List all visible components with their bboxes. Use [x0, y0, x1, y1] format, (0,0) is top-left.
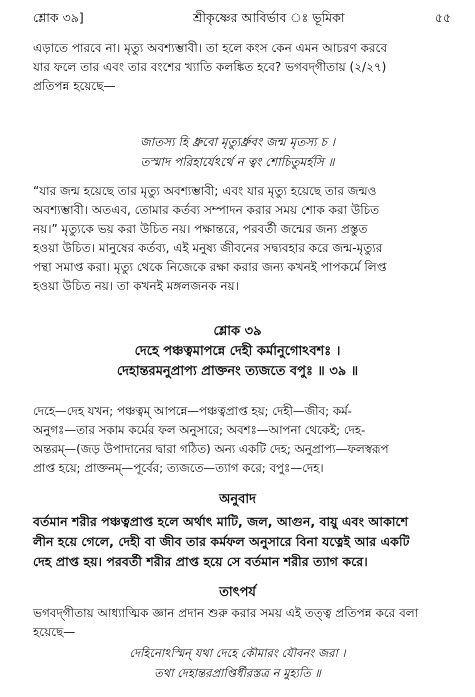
- translation-paragraph: [33, 512, 451, 572]
- translation-heading: অনুবাদ: [219, 492, 256, 507]
- text-line: হওয়া উচিত। মানুষের কর্তব্য, এই মনুষ্য জীবনের সদ্ব্যবহার করে জন্ম-মৃত্যুর: [33, 241, 383, 255]
- purport-verse: [0, 643, 475, 683]
- text-line: পন্থা সমাপ্ত করা। মৃত্যু থেকে নিজেকে রক্ষা করার জন্য কখনই পাপকর্মে লিপ্ত: [33, 260, 387, 274]
- text-line: প্রাপ্ত হয়ে; প্রাক্তনম্—পূর্বের; ত্যজতে—ত্যাগ করে; বপুঃ—দেহ।: [33, 461, 324, 475]
- verse-line: তথা দেহান্তরপ্রাপ্তির্ধীরস্তত্র ন মুহ্যতি ॥: [154, 666, 321, 680]
- verse-line: জাতস্য হি ধ্রুবো মৃত্যুর্ধ্রুবং জন্ম মৃতস্য চ ।: [139, 135, 336, 149]
- sloka-line: দেহান্তরমনুপ্রাপ্য প্রাক্তনং ত্যজতে বপুঃ ॥ ৩৯ ॥: [116, 364, 359, 379]
- intro-paragraph: [33, 39, 451, 96]
- header-title: শ্রীকৃষ্ণের আবির্ভাব ঃ ভূমিকা: [193, 10, 345, 25]
- purport-paragraph: [33, 604, 451, 642]
- text-line: অবশ্যম্ভাবী। অতএব, তোমার কর্তব্য সম্পাদন করার সময় শোক করা উচিত: [33, 203, 380, 217]
- text-line: দেহে—দেহ যখন; পঞ্চত্বম্ আপন্নে—পঞ্চত্বপ্রাপ্ত হয়; দেহী—জীব; কর্ম-: [33, 404, 352, 418]
- gita-verse: [0, 132, 475, 172]
- verse-line: তস্মাদ পরিহার্যেঽর্থে ন ত্বং শোচিতুমর্হসি ॥: [140, 155, 335, 169]
- text-line: লীন হয়ে গেলে, দেহী বা জীব তার কর্মফল অনুসারে বিনা যত্নেই আর একটি: [33, 534, 410, 549]
- text-line: অনুগঃ—তার সকাম কর্মের ফল অনুসারে; অবশঃ—আপনা থেকেই; দেহ-: [33, 423, 366, 437]
- text-line: হয়েছে—: [33, 625, 76, 639]
- sloka-line: দেহে পঞ্চত্বমাপন্নে দেহী কর্মানুগোঽবশঃ ।: [134, 344, 341, 359]
- text-line: যার ফলে তার এবং তার বংশের খ্যাতি কলঙ্কিত হবে? ভগবদ্‌গীতায় (২/২৭): [33, 60, 387, 74]
- text-line: এড়াতে পারবে না। মৃত্যু অবশ্যম্ভাবী। তা হলে কংস কেন এমন আচরণ করবে: [33, 41, 388, 55]
- purport-heading: তাৎপর্য: [219, 585, 256, 600]
- text-line: ভগবদ্‌গীতায় আধ্যাত্মিক জ্ঞান প্রদান শুরু করার সময় এই তত্ত্ব প্রতিপন্ন করে বলা: [33, 606, 419, 620]
- text-line: “যার জন্ম হয়েছে তার মৃত্যু অবশ্যম্ভাবী; এবং যার মৃত্যু হয়েছে তার জন্মও: [33, 184, 377, 198]
- text-line: নয়।” মৃত্যুকে ভয় করা উচিত নয়। পক্ষান্তরে, পরবর্তী জন্মের জন্য প্রস্তুত: [33, 222, 368, 236]
- word-meanings: [33, 402, 451, 478]
- sloka-heading: শ্লোক ৩৯: [213, 324, 262, 339]
- text-line: অন্তরম্—(জড় উপাদানের দ্বারা গঠিত) অন্য একটি দেহ; অনুপ্রাপ্য—ফলস্বরূপ: [33, 442, 389, 456]
- text-line: বর্তমান শরীর পঞ্চত্বপ্রাপ্ত হলে অর্থাৎ মাটি, জল, আগুন, বায়ু এবং আকাশে: [33, 514, 409, 529]
- text-line: হওয়া উচিত নয়। তা কখনই মঙ্গলজনক নয়।: [33, 279, 239, 293]
- sloka-text: [0, 342, 475, 382]
- page-number: ৫৫: [434, 10, 451, 25]
- running-header: [33, 10, 451, 30]
- text-line: দেহ প্রাপ্ত হয়। পরবর্তী শরীর প্রাপ্ত হয়ে সে বর্তমান শরীর ত্যাগ করে।: [33, 554, 368, 569]
- verse-line: দেহিনোঽস্মিন্ যথা দেহে কৌমারং যৌবনং জরা ।: [129, 646, 346, 660]
- text-line: প্রতিপন্ন হয়েছে—: [33, 79, 116, 93]
- header-left: শ্লোক ৩৯]: [33, 10, 84, 25]
- gita-translation: [33, 182, 451, 296]
